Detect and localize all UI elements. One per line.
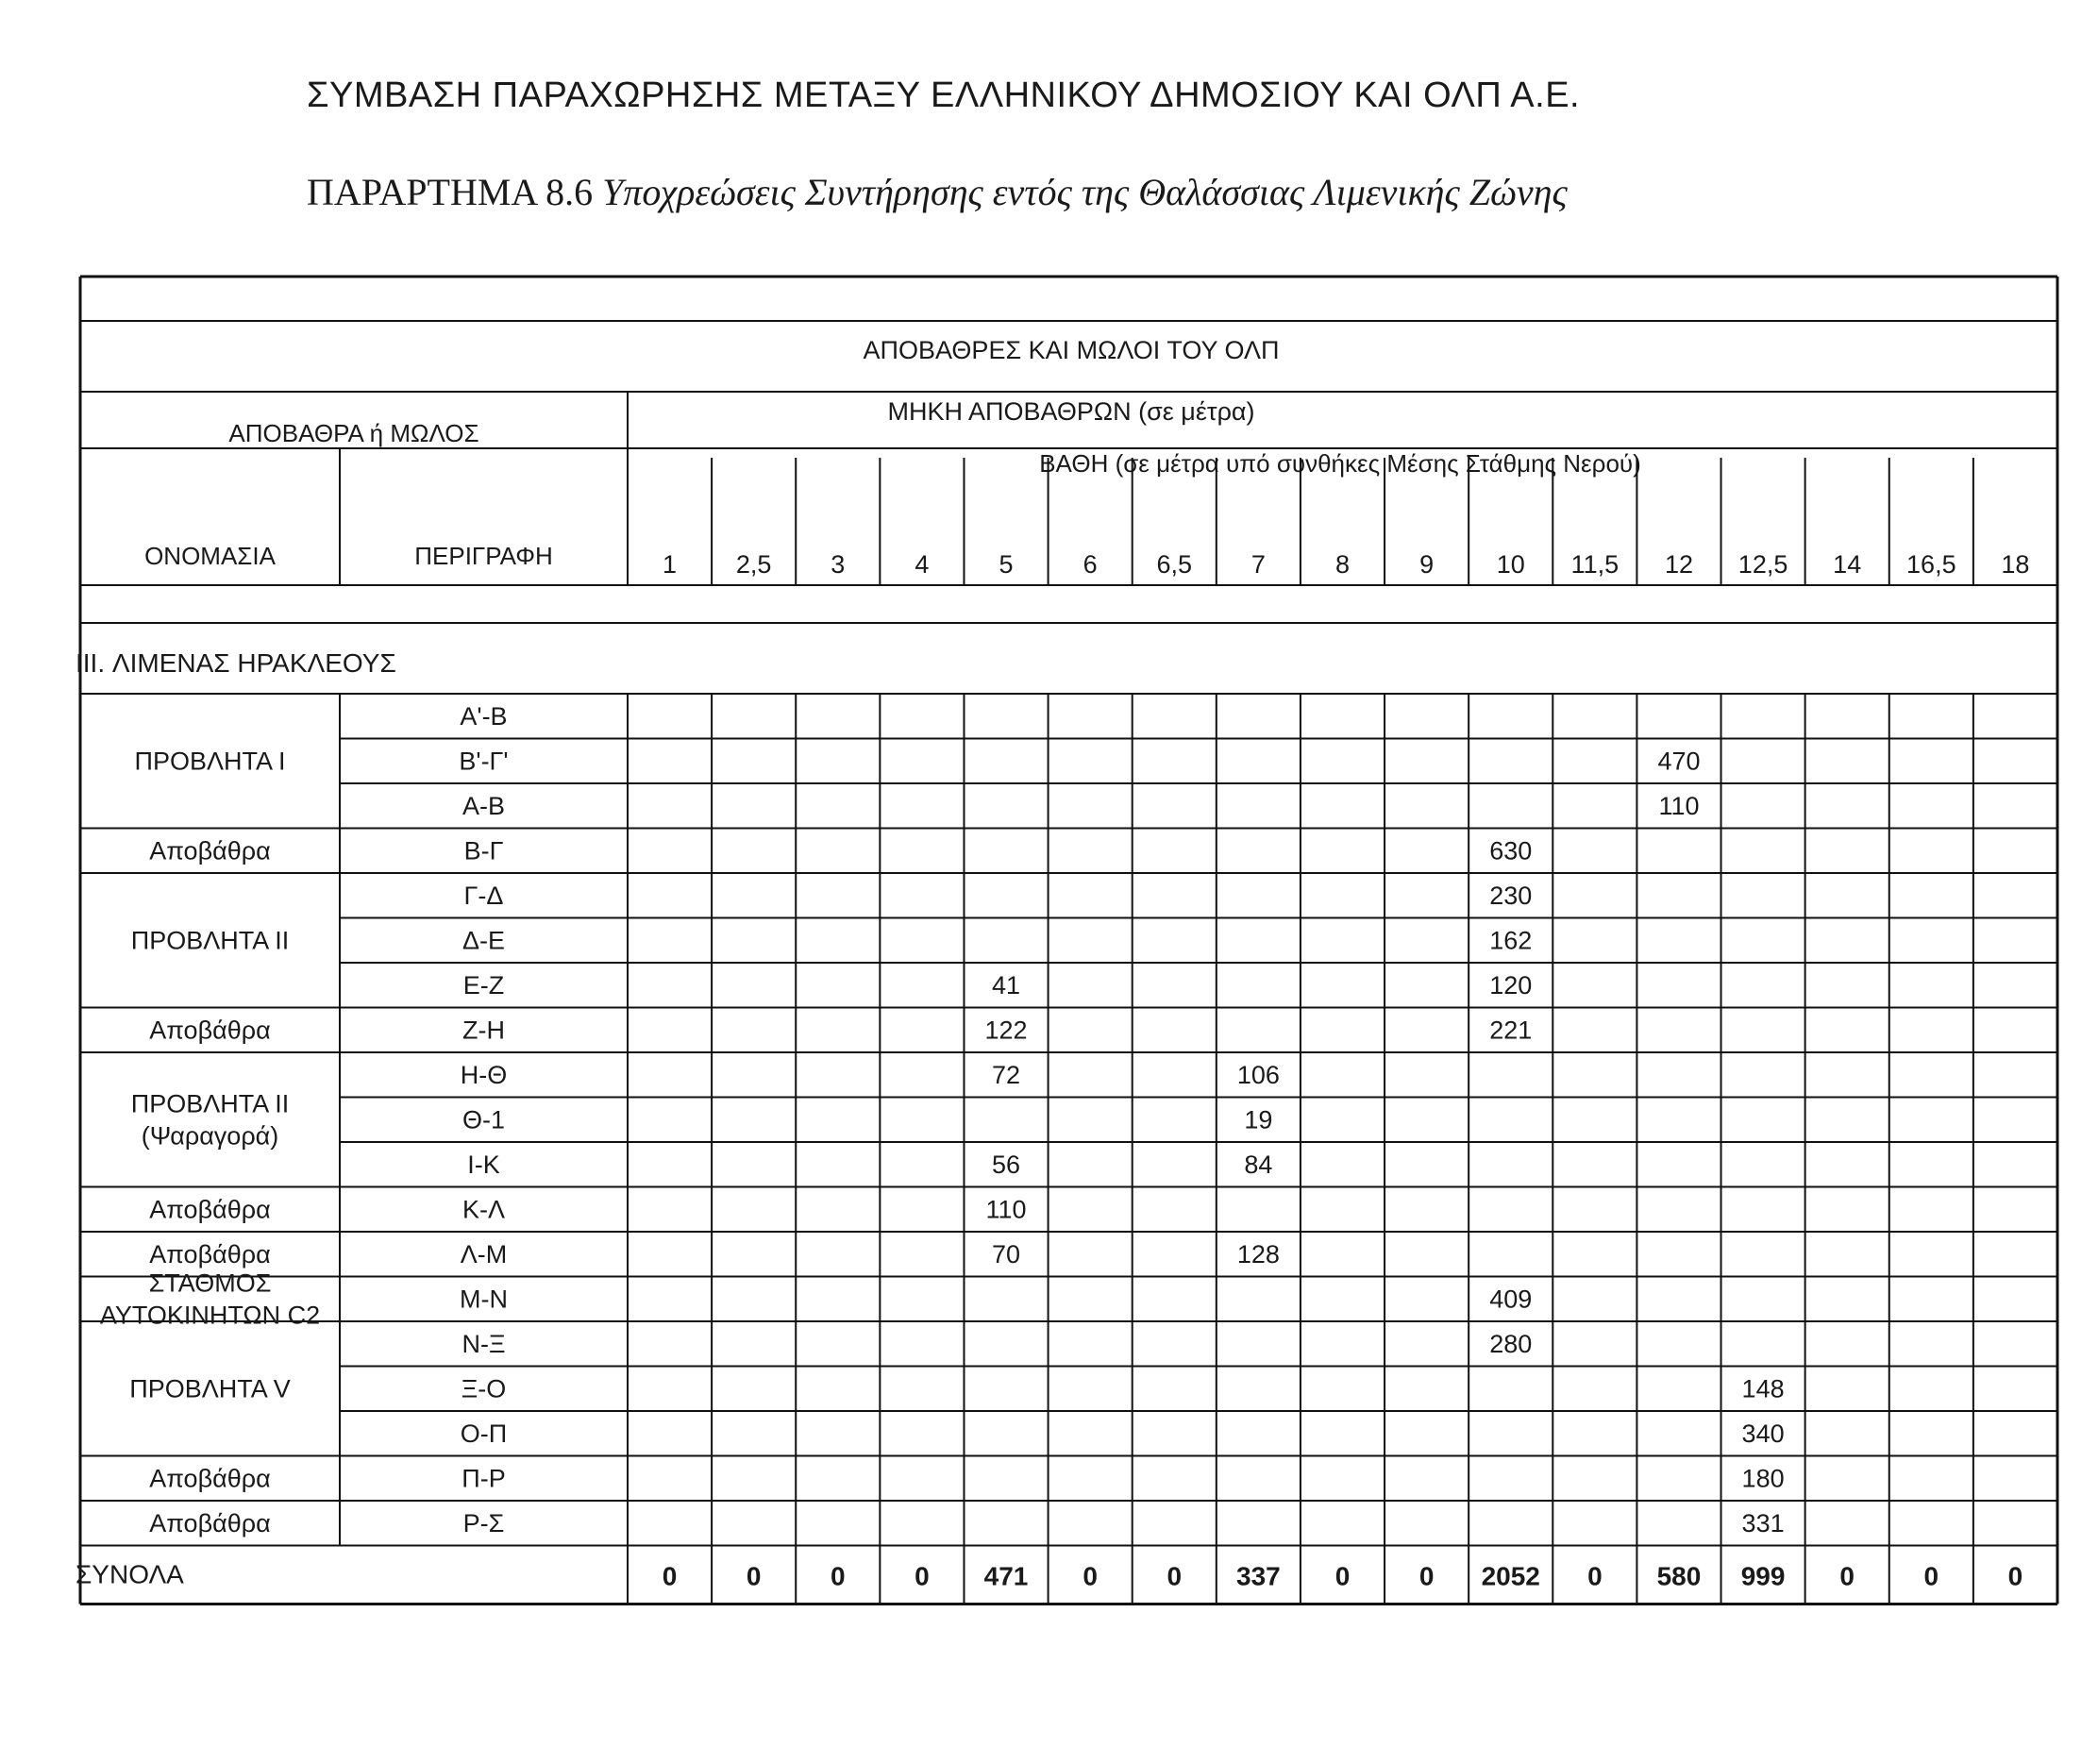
- total-value: 471: [983, 1561, 1029, 1591]
- group-name: ΠΡΟΒΛΗΤΑ ΙΙ: [130, 1089, 290, 1118]
- row-description: Δ-Ε: [462, 926, 506, 955]
- depth-header: 18: [2001, 550, 2030, 579]
- depth-header: 1: [663, 550, 678, 579]
- depth-header: 7: [1250, 550, 1266, 579]
- length-value: 110: [985, 1195, 1027, 1224]
- column-description-header: ΠΕΡΙΓΡΑΦΗ: [414, 542, 553, 570]
- row-description: Κ-Λ: [462, 1195, 506, 1224]
- total-value: 0: [1334, 1561, 1351, 1591]
- row-description: Λ-Μ: [460, 1239, 508, 1268]
- length-value: 72: [992, 1060, 1021, 1089]
- length-value: 180: [1741, 1464, 1785, 1493]
- group-name: Αποβάθρα: [149, 1195, 271, 1224]
- length-value: 56: [992, 1150, 1021, 1179]
- row-description: Ν-Ξ: [462, 1329, 506, 1358]
- depth-header: 5: [999, 550, 1014, 579]
- depth-header: 14: [1833, 550, 1862, 579]
- depth-header: 12: [1664, 550, 1693, 579]
- row-description: Η-Θ: [460, 1060, 508, 1089]
- total-value: 580: [1656, 1561, 1702, 1591]
- length-value: 106: [1236, 1060, 1280, 1089]
- depth-header: 9: [1419, 550, 1435, 579]
- length-value: 41: [992, 970, 1021, 1000]
- total-value: 0: [1166, 1561, 1183, 1591]
- row-description: Ο-Π: [460, 1419, 508, 1448]
- group-name: Αποβάθρα: [149, 1508, 271, 1537]
- length-value: 470: [1657, 747, 1701, 776]
- depth-header: 3: [831, 550, 846, 579]
- length-value: 162: [1489, 926, 1533, 955]
- total-value: 0: [1418, 1561, 1435, 1591]
- row-description: Ρ-Σ: [462, 1508, 505, 1537]
- row-description: Π-Ρ: [462, 1464, 506, 1493]
- depth-header: 8: [1334, 550, 1351, 579]
- row-description: Ζ-Η: [462, 1016, 505, 1045]
- depth-header: 6: [1083, 550, 1098, 579]
- row-description: Α'-Β: [460, 701, 508, 731]
- row-description: Μ-Ν: [460, 1285, 508, 1314]
- section-title: III. ΛΙΜΕΝΑΣ ΗΡΑΚΛΕΟΥΣ: [76, 648, 396, 678]
- row-description: Ξ-Ο: [461, 1374, 507, 1403]
- depth-header: 16,5: [1906, 550, 1956, 579]
- length-value: 122: [984, 1016, 1028, 1045]
- group-name: ΠΡΟΒΛΗΤΑ V: [129, 1374, 291, 1403]
- total-value: 2052: [1481, 1561, 1540, 1591]
- row-description: Ε-Ζ: [462, 970, 505, 1000]
- totals-label: ΣΥΝΟΛΑ: [76, 1559, 184, 1589]
- annex-subtitle: Υποχρεώσεις Συντήρησης εντός της Θαλάσσιας Λιμενικής Ζώνης: [602, 171, 1568, 213]
- column-name-header: ΟΝΟΜΑΣΙΑ: [144, 542, 276, 570]
- length-value: 128: [1236, 1239, 1280, 1268]
- group-name: ΠΡΟΒΛΗΤΑ ΙΙ: [130, 926, 290, 955]
- document-title: ΣΥΜΒΑΣΗ ΠΑΡΑΧΩΡΗΣΗΣ ΜΕΤΑΞΥ ΕΛΛΗΝΙΚΟΥ ΔΗΜΟΣΙΟΥ ΚΑΙ ΟΛΠ Α.Ε.: [307, 76, 1581, 115]
- length-value: 230: [1489, 881, 1533, 910]
- length-value: 19: [1244, 1105, 1273, 1134]
- depth-header: 11,5: [1570, 550, 1620, 579]
- total-value: 999: [1740, 1561, 1786, 1591]
- depth-header: 12,5: [1737, 550, 1788, 579]
- group-name: Αποβάθρα: [149, 1464, 271, 1493]
- header-pier: ΑΠΟΒΑΘΡΑ ή ΜΩΛΟΣ: [228, 419, 479, 447]
- total-value: 0: [662, 1561, 678, 1591]
- length-value: 221: [1489, 1016, 1533, 1045]
- group-name: ΠΡΟΒΛΗΤΑ Ι: [134, 747, 286, 776]
- total-value: 0: [915, 1561, 930, 1591]
- length-value: 331: [1741, 1508, 1785, 1537]
- row-description: Β-Γ: [463, 836, 504, 865]
- length-value: 70: [992, 1239, 1021, 1268]
- row-description: Α-Β: [462, 791, 506, 820]
- row-description: Θ-1: [462, 1105, 506, 1134]
- group-name: ΑΥΤΟΚΙΝΗΤΩΝ C2: [99, 1301, 321, 1330]
- total-value: 0: [1839, 1561, 1855, 1591]
- group-name: Αποβάθρα: [149, 1239, 271, 1268]
- length-value: 280: [1489, 1329, 1533, 1358]
- row-description: Β'-Γ': [459, 747, 509, 776]
- length-value: 409: [1489, 1285, 1533, 1314]
- depth-header: 10: [1496, 550, 1525, 579]
- length-value: 110: [1658, 791, 1700, 820]
- length-value: 148: [1741, 1374, 1785, 1403]
- group-name: Αποβάθρα: [149, 1016, 271, 1045]
- length-value: 630: [1489, 836, 1533, 865]
- total-value: 0: [1587, 1561, 1603, 1591]
- row-description: Γ-Δ: [463, 881, 504, 910]
- total-value: 0: [1923, 1561, 1939, 1591]
- total-value: 0: [1083, 1561, 1098, 1591]
- total-value: 0: [746, 1561, 762, 1591]
- depth-header: 4: [915, 550, 930, 579]
- total-value: 0: [2007, 1561, 2023, 1591]
- group-name: (Ψαραγορά): [141, 1121, 279, 1151]
- group-name: Αποβάθρα: [149, 836, 271, 865]
- total-value: 0: [831, 1561, 846, 1591]
- row-description: Ι-Κ: [467, 1150, 500, 1179]
- annex-number: ΠΑΡΑΡΤΗΜΑ 8.6: [307, 171, 594, 213]
- header-lengths: ΜΗΚΗ ΑΠΟΒΑΘΡΩΝ (σε μέτρα): [887, 397, 1255, 426]
- header-depths: ΒΑΘΗ (σε μέτρα υπό συνθήκες Μέσης Στάθμης Νερού): [1039, 449, 1641, 478]
- length-value: 120: [1489, 970, 1533, 1000]
- depth-header: 2,5: [735, 550, 772, 579]
- depth-header: 6,5: [1156, 550, 1193, 579]
- header-main: ΑΠΟΒΑΘΡΕΣ ΚΑΙ ΜΩΛΟΙ ΤΟΥ ΟΛΠ: [863, 336, 1280, 364]
- total-value: 337: [1236, 1561, 1281, 1591]
- length-value: 340: [1741, 1419, 1785, 1448]
- length-value: 84: [1244, 1150, 1273, 1179]
- group-name: ΣΤΑΘΜΟΣ: [148, 1268, 272, 1298]
